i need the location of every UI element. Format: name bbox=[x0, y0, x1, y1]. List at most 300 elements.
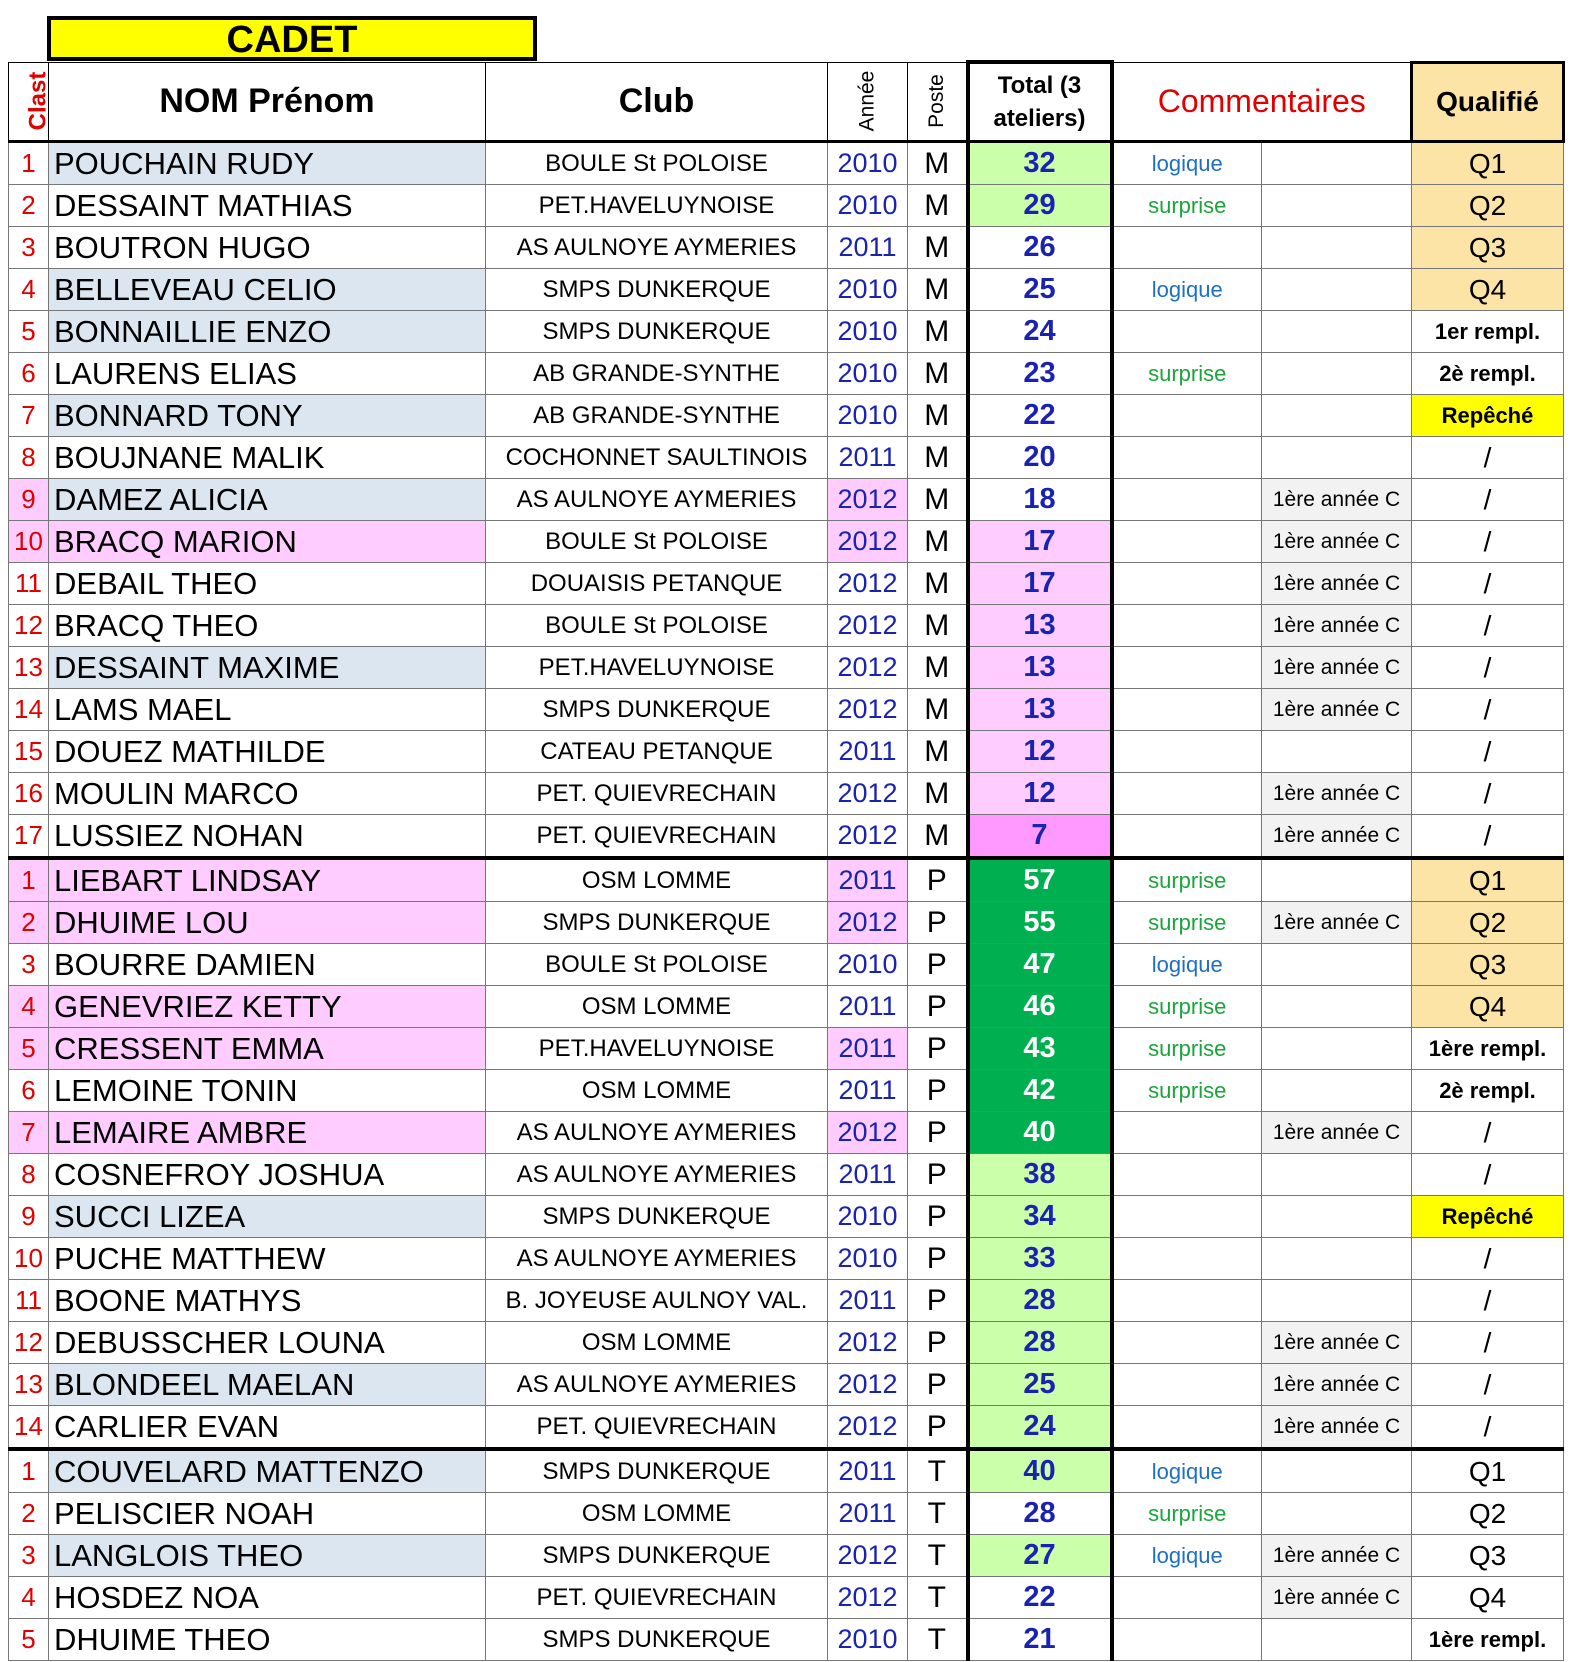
poste-cell: M bbox=[908, 521, 968, 563]
total-cell: 43 bbox=[968, 1028, 1112, 1070]
note-cell: 1ère année C bbox=[1262, 1322, 1412, 1364]
total-cell: 34 bbox=[968, 1196, 1112, 1238]
qualified-cell: Q4 bbox=[1412, 986, 1564, 1028]
player-name-cell: DEBUSSCHER LOUNA bbox=[49, 1322, 486, 1364]
year-cell: 2011 bbox=[828, 1154, 908, 1196]
club-cell: BOULE St POLOISE bbox=[486, 142, 828, 185]
table-row bbox=[9, 1028, 1564, 1070]
rank-cell: 2 bbox=[9, 185, 49, 227]
player-name-cell: GENEVRIEZ KETTY bbox=[49, 986, 486, 1028]
table-row bbox=[9, 1196, 1564, 1238]
year-cell: 2012 bbox=[828, 563, 908, 605]
year-cell: 2010 bbox=[828, 395, 908, 437]
poste-cell: T bbox=[908, 1535, 968, 1577]
table-row bbox=[9, 563, 1564, 605]
player-name-cell: BOUJNANE MALIK bbox=[49, 437, 486, 479]
header-clast: Clast bbox=[9, 62, 49, 142]
qualified-cell: / bbox=[1412, 1322, 1564, 1364]
club-cell: B. JOYEUSE AULNOY VAL. bbox=[486, 1280, 828, 1322]
rank-cell: 3 bbox=[9, 1535, 49, 1577]
comment-cell bbox=[1112, 647, 1262, 689]
qualified-cell: / bbox=[1412, 647, 1564, 689]
rank-cell: 12 bbox=[9, 605, 49, 647]
rank-cell: 5 bbox=[9, 311, 49, 353]
category-title: CADET bbox=[47, 16, 537, 61]
year-cell: 2010 bbox=[828, 311, 908, 353]
header-row bbox=[9, 62, 1564, 142]
club-cell: DOUAISIS PETANQUE bbox=[486, 563, 828, 605]
rank-cell: 14 bbox=[9, 1406, 49, 1450]
note-cell bbox=[1262, 1238, 1412, 1280]
year-cell: 2010 bbox=[828, 142, 908, 185]
comment-cell bbox=[1112, 1154, 1262, 1196]
table-row bbox=[9, 142, 1564, 185]
player-name-cell: BELLEVEAU CELIO bbox=[49, 269, 486, 311]
qualified-cell: 2è rempl. bbox=[1412, 353, 1564, 395]
results-table bbox=[8, 60, 1565, 1661]
note-cell: 1ère année C bbox=[1262, 1406, 1412, 1450]
poste-cell: T bbox=[908, 1619, 968, 1661]
table-row bbox=[9, 1406, 1564, 1450]
qualified-cell: / bbox=[1412, 1364, 1564, 1406]
table-row bbox=[9, 605, 1564, 647]
player-name-cell: DESSAINT MAXIME bbox=[49, 647, 486, 689]
note-cell: 1ère année C bbox=[1262, 1577, 1412, 1619]
player-name-cell: LUSSIEZ NOHAN bbox=[49, 815, 486, 859]
club-cell: SMPS DUNKERQUE bbox=[486, 311, 828, 353]
player-name-cell: PUCHE MATTHEW bbox=[49, 1238, 486, 1280]
table-row bbox=[9, 311, 1564, 353]
year-cell: 2012 bbox=[828, 1535, 908, 1577]
club-cell: PET. QUIEVRECHAIN bbox=[486, 815, 828, 859]
poste-cell: M bbox=[908, 689, 968, 731]
player-name-cell: MOULIN MARCO bbox=[49, 773, 486, 815]
table-row bbox=[9, 731, 1564, 773]
total-cell: 24 bbox=[968, 1406, 1112, 1450]
table-row bbox=[9, 858, 1564, 902]
club-cell: SMPS DUNKERQUE bbox=[486, 1449, 828, 1493]
club-cell: AB GRANDE-SYNTHE bbox=[486, 395, 828, 437]
year-cell: 2012 bbox=[828, 815, 908, 859]
table-row bbox=[9, 1238, 1564, 1280]
total-cell: 26 bbox=[968, 227, 1112, 269]
note-cell bbox=[1262, 1070, 1412, 1112]
club-cell: AS AULNOYE AYMERIES bbox=[486, 1238, 828, 1280]
qualified-cell: 1ère rempl. bbox=[1412, 1028, 1564, 1070]
qualified-cell: / bbox=[1412, 563, 1564, 605]
player-name-cell: DESSAINT MATHIAS bbox=[49, 185, 486, 227]
rank-cell: 13 bbox=[9, 647, 49, 689]
comment-cell bbox=[1112, 1322, 1262, 1364]
note-cell bbox=[1262, 142, 1412, 185]
note-cell bbox=[1262, 269, 1412, 311]
table-row bbox=[9, 395, 1564, 437]
rank-cell: 7 bbox=[9, 1112, 49, 1154]
note-cell bbox=[1262, 1280, 1412, 1322]
year-cell: 2010 bbox=[828, 1238, 908, 1280]
player-name-cell: DHUIME THEO bbox=[49, 1619, 486, 1661]
player-name-cell: LAMS MAEL bbox=[49, 689, 486, 731]
comment-cell bbox=[1112, 815, 1262, 859]
poste-cell: P bbox=[908, 1154, 968, 1196]
total-cell: 13 bbox=[968, 689, 1112, 731]
player-name-cell: HOSDEZ NOA bbox=[49, 1577, 486, 1619]
club-cell: AS AULNOYE AYMERIES bbox=[486, 227, 828, 269]
rank-cell: 4 bbox=[9, 269, 49, 311]
player-name-cell: DHUIME LOU bbox=[49, 902, 486, 944]
note-cell bbox=[1262, 1449, 1412, 1493]
comment-cell bbox=[1112, 1196, 1262, 1238]
total-cell: 25 bbox=[968, 1364, 1112, 1406]
poste-cell: M bbox=[908, 185, 968, 227]
note-cell bbox=[1262, 437, 1412, 479]
player-name-cell: BOUTRON HUGO bbox=[49, 227, 486, 269]
rank-cell: 6 bbox=[9, 353, 49, 395]
qualified-cell: 1er rempl. bbox=[1412, 311, 1564, 353]
note-cell bbox=[1262, 185, 1412, 227]
total-cell: 28 bbox=[968, 1280, 1112, 1322]
qualified-cell: / bbox=[1412, 521, 1564, 563]
note-cell bbox=[1262, 858, 1412, 902]
year-cell: 2010 bbox=[828, 944, 908, 986]
club-cell: AS AULNOYE AYMERIES bbox=[486, 1154, 828, 1196]
club-cell: PET.HAVELUYNOISE bbox=[486, 647, 828, 689]
comment-cell bbox=[1112, 1280, 1262, 1322]
table-row bbox=[9, 353, 1564, 395]
qualified-cell: Q3 bbox=[1412, 944, 1564, 986]
qualified-cell: / bbox=[1412, 1238, 1564, 1280]
year-cell: 2012 bbox=[828, 902, 908, 944]
table-row bbox=[9, 902, 1564, 944]
player-name-cell: LANGLOIS THEO bbox=[49, 1535, 486, 1577]
table-row bbox=[9, 647, 1564, 689]
qualified-cell: / bbox=[1412, 773, 1564, 815]
total-cell: 28 bbox=[968, 1493, 1112, 1535]
total-cell: 20 bbox=[968, 437, 1112, 479]
qualified-cell: / bbox=[1412, 1154, 1564, 1196]
table-row bbox=[9, 1070, 1564, 1112]
comment-cell: logique bbox=[1112, 142, 1262, 185]
year-cell: 2010 bbox=[828, 1196, 908, 1238]
player-name-cell: BONNAILLIE ENZO bbox=[49, 311, 486, 353]
player-name-cell: DEBAIL THEO bbox=[49, 563, 486, 605]
poste-cell: P bbox=[908, 1028, 968, 1070]
qualified-cell: Q1 bbox=[1412, 142, 1564, 185]
year-cell: 2012 bbox=[828, 1112, 908, 1154]
year-cell: 2011 bbox=[828, 1280, 908, 1322]
note-cell bbox=[1262, 1154, 1412, 1196]
year-cell: 2012 bbox=[828, 1322, 908, 1364]
rank-cell: 12 bbox=[9, 1322, 49, 1364]
total-cell: 17 bbox=[968, 521, 1112, 563]
year-cell: 2011 bbox=[828, 437, 908, 479]
qualified-cell: / bbox=[1412, 437, 1564, 479]
note-cell bbox=[1262, 1619, 1412, 1661]
note-cell: 1ère année C bbox=[1262, 605, 1412, 647]
club-cell: AB GRANDE-SYNTHE bbox=[486, 353, 828, 395]
comment-cell: logique bbox=[1112, 944, 1262, 986]
poste-cell: M bbox=[908, 437, 968, 479]
total-cell: 57 bbox=[968, 858, 1112, 902]
rank-cell: 5 bbox=[9, 1028, 49, 1070]
note-cell bbox=[1262, 395, 1412, 437]
club-cell: AS AULNOYE AYMERIES bbox=[486, 1112, 828, 1154]
note-cell bbox=[1262, 311, 1412, 353]
total-cell: 40 bbox=[968, 1449, 1112, 1493]
poste-cell: M bbox=[908, 142, 968, 185]
total-cell: 22 bbox=[968, 1577, 1112, 1619]
rank-cell: 11 bbox=[9, 1280, 49, 1322]
player-name-cell: POUCHAIN RUDY bbox=[49, 142, 486, 185]
player-name-cell: LEMAIRE AMBRE bbox=[49, 1112, 486, 1154]
table-row bbox=[9, 1112, 1564, 1154]
note-cell: 1ère année C bbox=[1262, 563, 1412, 605]
total-cell: 18 bbox=[968, 479, 1112, 521]
comment-cell bbox=[1112, 1619, 1262, 1661]
qualified-cell: Repêché bbox=[1412, 1196, 1564, 1238]
qualified-cell: Q1 bbox=[1412, 858, 1564, 902]
header-qualified: Qualifié bbox=[1412, 62, 1564, 142]
note-cell: 1ère année C bbox=[1262, 1364, 1412, 1406]
year-cell: 2010 bbox=[828, 1619, 908, 1661]
rank-cell: 9 bbox=[9, 479, 49, 521]
table-row bbox=[9, 1364, 1564, 1406]
total-cell: 23 bbox=[968, 353, 1112, 395]
poste-cell: P bbox=[908, 1070, 968, 1112]
total-cell: 12 bbox=[968, 731, 1112, 773]
table-body bbox=[9, 142, 1564, 1661]
player-name-cell: LEMOINE TONIN bbox=[49, 1070, 486, 1112]
year-cell: 2012 bbox=[828, 1406, 908, 1450]
player-name-cell: CRESSENT EMMA bbox=[49, 1028, 486, 1070]
header-total: Total (3 ateliers) bbox=[968, 62, 1112, 142]
poste-cell: M bbox=[908, 395, 968, 437]
rank-cell: 7 bbox=[9, 395, 49, 437]
club-cell: PET. QUIEVRECHAIN bbox=[486, 1577, 828, 1619]
year-cell: 2011 bbox=[828, 986, 908, 1028]
poste-cell: M bbox=[908, 227, 968, 269]
qualified-cell: Q3 bbox=[1412, 1535, 1564, 1577]
year-cell: 2011 bbox=[828, 1070, 908, 1112]
total-cell: 22 bbox=[968, 395, 1112, 437]
header-comments: Commentaires bbox=[1112, 62, 1412, 142]
year-cell: 2011 bbox=[828, 1493, 908, 1535]
club-cell: PET. QUIEVRECHAIN bbox=[486, 773, 828, 815]
player-name-cell: BRACQ MARION bbox=[49, 521, 486, 563]
poste-cell: T bbox=[908, 1577, 968, 1619]
qualified-cell: Q2 bbox=[1412, 1493, 1564, 1535]
note-cell: 1ère année C bbox=[1262, 479, 1412, 521]
qualified-cell: Q2 bbox=[1412, 185, 1564, 227]
table-row bbox=[9, 1449, 1564, 1493]
club-cell: SMPS DUNKERQUE bbox=[486, 902, 828, 944]
player-name-cell: SUCCI LIZEA bbox=[49, 1196, 486, 1238]
table-row bbox=[9, 1280, 1564, 1322]
comment-cell bbox=[1112, 773, 1262, 815]
poste-cell: P bbox=[908, 858, 968, 902]
qualified-cell: / bbox=[1412, 605, 1564, 647]
year-cell: 2012 bbox=[828, 1577, 908, 1619]
player-name-cell: DAMEZ ALICIA bbox=[49, 479, 486, 521]
club-cell: PET.HAVELUYNOISE bbox=[486, 185, 828, 227]
rank-cell: 1 bbox=[9, 1449, 49, 1493]
year-cell: 2012 bbox=[828, 647, 908, 689]
comment-cell: surprise bbox=[1112, 986, 1262, 1028]
table-row bbox=[9, 1535, 1564, 1577]
club-cell: SMPS DUNKERQUE bbox=[486, 689, 828, 731]
table-row bbox=[9, 227, 1564, 269]
qualified-cell: Q2 bbox=[1412, 902, 1564, 944]
club-cell: OSM LOMME bbox=[486, 1322, 828, 1364]
player-name-cell: BOONE MATHYS bbox=[49, 1280, 486, 1322]
poste-cell: P bbox=[908, 1238, 968, 1280]
total-cell: 42 bbox=[968, 1070, 1112, 1112]
poste-cell: P bbox=[908, 1406, 968, 1450]
header-club: Club bbox=[486, 62, 828, 142]
total-cell: 21 bbox=[968, 1619, 1112, 1661]
comment-cell bbox=[1112, 521, 1262, 563]
table-row bbox=[9, 1493, 1564, 1535]
total-cell: 47 bbox=[968, 944, 1112, 986]
note-cell bbox=[1262, 1493, 1412, 1535]
note-cell bbox=[1262, 1028, 1412, 1070]
player-name-cell: BRACQ THEO bbox=[49, 605, 486, 647]
year-cell: 2012 bbox=[828, 773, 908, 815]
comment-cell bbox=[1112, 437, 1262, 479]
year-cell: 2011 bbox=[828, 1449, 908, 1493]
poste-cell: P bbox=[908, 1196, 968, 1238]
rank-cell: 4 bbox=[9, 1577, 49, 1619]
comment-cell: surprise bbox=[1112, 1493, 1262, 1535]
rank-cell: 8 bbox=[9, 437, 49, 479]
table-row bbox=[9, 437, 1564, 479]
rank-cell: 2 bbox=[9, 902, 49, 944]
comment-cell bbox=[1112, 1238, 1262, 1280]
year-cell: 2012 bbox=[828, 1364, 908, 1406]
club-cell: OSM LOMME bbox=[486, 986, 828, 1028]
poste-cell: M bbox=[908, 731, 968, 773]
rank-cell: 6 bbox=[9, 1070, 49, 1112]
table-row bbox=[9, 815, 1564, 859]
player-name-cell: DOUEZ MATHILDE bbox=[49, 731, 486, 773]
club-cell: SMPS DUNKERQUE bbox=[486, 1535, 828, 1577]
note-cell bbox=[1262, 353, 1412, 395]
rank-cell: 8 bbox=[9, 1154, 49, 1196]
table-row bbox=[9, 1154, 1564, 1196]
qualified-cell: Q4 bbox=[1412, 269, 1564, 311]
note-cell: 1ère année C bbox=[1262, 1535, 1412, 1577]
club-cell: OSM LOMME bbox=[486, 1070, 828, 1112]
qualified-cell: Q4 bbox=[1412, 1577, 1564, 1619]
qualified-cell: 2è rempl. bbox=[1412, 1070, 1564, 1112]
rank-cell: 16 bbox=[9, 773, 49, 815]
note-cell bbox=[1262, 986, 1412, 1028]
table-row bbox=[9, 689, 1564, 731]
comment-cell bbox=[1112, 1364, 1262, 1406]
year-cell: 2012 bbox=[828, 521, 908, 563]
total-cell: 38 bbox=[968, 1154, 1112, 1196]
note-cell: 1ère année C bbox=[1262, 521, 1412, 563]
comment-cell: surprise bbox=[1112, 1028, 1262, 1070]
comment-cell bbox=[1112, 1577, 1262, 1619]
total-cell: 29 bbox=[968, 185, 1112, 227]
club-cell: AS AULNOYE AYMERIES bbox=[486, 479, 828, 521]
club-cell: SMPS DUNKERQUE bbox=[486, 1196, 828, 1238]
poste-cell: P bbox=[908, 986, 968, 1028]
year-cell: 2012 bbox=[828, 479, 908, 521]
qualified-cell: Repêché bbox=[1412, 395, 1564, 437]
total-cell: 40 bbox=[968, 1112, 1112, 1154]
total-cell: 25 bbox=[968, 269, 1112, 311]
note-cell: 1ère année C bbox=[1262, 902, 1412, 944]
rank-cell: 1 bbox=[9, 858, 49, 902]
total-cell: 17 bbox=[968, 563, 1112, 605]
poste-cell: M bbox=[908, 353, 968, 395]
comment-cell bbox=[1112, 227, 1262, 269]
year-cell: 2010 bbox=[828, 353, 908, 395]
poste-cell: P bbox=[908, 944, 968, 986]
year-cell: 2012 bbox=[828, 689, 908, 731]
player-name-cell: BOURRE DAMIEN bbox=[49, 944, 486, 986]
comment-cell bbox=[1112, 689, 1262, 731]
comment-cell bbox=[1112, 605, 1262, 647]
poste-cell: M bbox=[908, 563, 968, 605]
total-cell: 24 bbox=[968, 311, 1112, 353]
year-cell: 2011 bbox=[828, 858, 908, 902]
comment-cell: surprise bbox=[1112, 858, 1262, 902]
qualified-cell: / bbox=[1412, 1406, 1564, 1450]
poste-cell: P bbox=[908, 1112, 968, 1154]
total-cell: 46 bbox=[968, 986, 1112, 1028]
club-cell: SMPS DUNKERQUE bbox=[486, 269, 828, 311]
poste-cell: T bbox=[908, 1449, 968, 1493]
total-cell: 13 bbox=[968, 647, 1112, 689]
player-name-cell: LIEBART LINDSAY bbox=[49, 858, 486, 902]
poste-cell: P bbox=[908, 902, 968, 944]
player-name-cell: COSNEFROY JOSHUA bbox=[49, 1154, 486, 1196]
year-cell: 2010 bbox=[828, 269, 908, 311]
qualified-cell: Q1 bbox=[1412, 1449, 1564, 1493]
table-row bbox=[9, 1577, 1564, 1619]
year-cell: 2010 bbox=[828, 185, 908, 227]
comment-cell bbox=[1112, 563, 1262, 605]
note-cell bbox=[1262, 944, 1412, 986]
total-cell: 28 bbox=[968, 1322, 1112, 1364]
rank-cell: 4 bbox=[9, 986, 49, 1028]
rank-cell: 9 bbox=[9, 1196, 49, 1238]
poste-cell: M bbox=[908, 605, 968, 647]
table-row bbox=[9, 944, 1564, 986]
table-row bbox=[9, 521, 1564, 563]
comment-cell bbox=[1112, 395, 1262, 437]
qualified-cell: / bbox=[1412, 479, 1564, 521]
table-row bbox=[9, 986, 1564, 1028]
poste-cell: M bbox=[908, 647, 968, 689]
poste-cell: P bbox=[908, 1322, 968, 1364]
comment-cell: logique bbox=[1112, 1449, 1262, 1493]
year-cell: 2012 bbox=[828, 605, 908, 647]
poste-cell: M bbox=[908, 815, 968, 859]
club-cell: OSM LOMME bbox=[486, 1493, 828, 1535]
player-name-cell: BONNARD TONY bbox=[49, 395, 486, 437]
poste-cell: P bbox=[908, 1364, 968, 1406]
club-cell: CATEAU PETANQUE bbox=[486, 731, 828, 773]
poste-cell: M bbox=[908, 479, 968, 521]
qualified-cell: / bbox=[1412, 731, 1564, 773]
year-cell: 2011 bbox=[828, 731, 908, 773]
qualified-cell: / bbox=[1412, 1112, 1564, 1154]
poste-cell: M bbox=[908, 311, 968, 353]
